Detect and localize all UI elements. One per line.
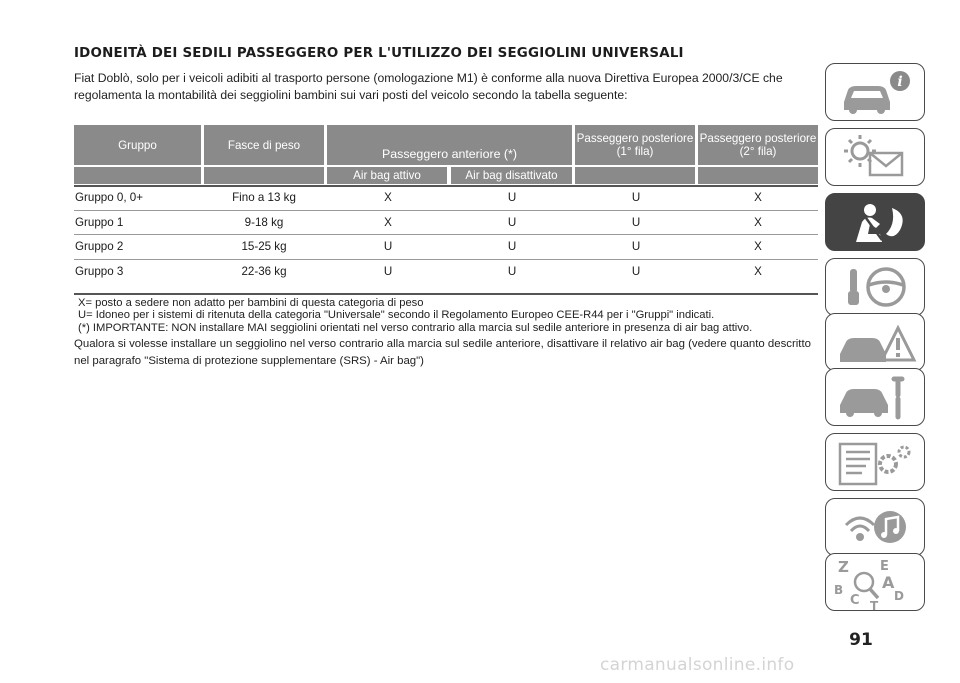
- table-row: [74, 235, 818, 260]
- index-letter-z: Z: [838, 558, 849, 576]
- tab-index[interactable]: [825, 553, 925, 611]
- table-row: [74, 186, 818, 211]
- cell-gruppo: Gruppo 0, 0+: [75, 191, 144, 204]
- cell-post2: X: [754, 191, 762, 204]
- tab-multimedia[interactable]: [825, 498, 925, 556]
- index-letter-a: A: [882, 573, 895, 592]
- table-row: [74, 260, 818, 284]
- table-notes: [74, 297, 819, 334]
- header-blank-2: [204, 167, 324, 184]
- cell-post2: X: [754, 264, 762, 278]
- header-blank-3: [575, 167, 695, 184]
- index-letter-t: T: [870, 599, 879, 612]
- cell-post1: U: [631, 240, 641, 253]
- cell-airbag-on: X: [384, 215, 392, 229]
- cell-post1: U: [631, 191, 641, 204]
- header-airbag-attivo: Air bag attivo: [327, 167, 447, 184]
- header-gruppo: Gruppo: [74, 125, 201, 165]
- cell-peso: 22-36 kg: [241, 264, 287, 278]
- page-number: 91: [849, 630, 873, 650]
- svg-text:i: i: [897, 74, 903, 90]
- cell-gruppo: Gruppo 1: [75, 215, 124, 229]
- intro-text: Fiat Doblò, solo per i veicoli adibiti al trasporto persone (omologazione M1) è conforme alla nuova Direttiva Europea 2000/3/CE che regolamenta la montabilità dei seggiolini bambini sui vari posti del veicolo secondo la tabella seguente:: [74, 71, 783, 102]
- cell-post1: U: [631, 264, 641, 278]
- tab-starting-driving[interactable]: [825, 258, 925, 316]
- index-letter-c: C: [850, 593, 860, 608]
- safety-airbag-icon: [826, 194, 925, 251]
- header-airbag-disattivato: Air bag disattivato: [451, 167, 572, 184]
- table-bottom-rule: [74, 293, 818, 295]
- cell-airbag-off: U: [507, 191, 517, 204]
- index-letter-e: E: [880, 559, 889, 574]
- cell-airbag-on: U: [383, 264, 393, 278]
- cell-peso: Fino a 13 kg: [232, 191, 296, 204]
- header-posteriore-1: Passeggero posteriore (1° fila): [575, 125, 695, 165]
- header-blank-1: [74, 167, 201, 184]
- watermark: carmanualsonline.info: [600, 655, 795, 675]
- header-fasce-peso: Fasce di peso: [204, 125, 324, 165]
- technical-data-icon: [826, 434, 925, 491]
- note-x: X= posto a sedere non adatto per bambini di questa categoria di peso: [78, 297, 424, 309]
- index-letter-b: B: [834, 583, 844, 597]
- cell-airbag-on: X: [384, 191, 392, 204]
- cell-peso: 9-18 kg: [244, 215, 284, 229]
- multimedia-icon: [826, 499, 925, 556]
- cell-gruppo: Gruppo 3: [75, 264, 124, 278]
- car-info-icon: [826, 64, 925, 121]
- note-u: U= Idoneo per i sistemi di ritenuta della categoria "Universale" secondo il Regolamento Europeo CEE-R44 per i "Gruppi" indicati.: [78, 309, 715, 322]
- table-row: [74, 211, 818, 236]
- tab-car-info[interactable]: [825, 63, 925, 121]
- cell-gruppo: Gruppo 2: [75, 240, 124, 253]
- table-header: [74, 125, 818, 184]
- page-title: IDONEITÀ DEI SEDILI PASSEGGERO PER L'UTILIZZO DEI SEGGIOLINI UNIVERSALI: [74, 46, 684, 61]
- header-posteriore-2: Passeggero posteriore (2° fila): [698, 125, 818, 165]
- header-blank-4: [698, 167, 818, 184]
- maintenance-icon: [826, 369, 925, 426]
- header-passeggero-anteriore: Passeggero anteriore (*): [327, 125, 572, 165]
- cell-peso: 15-25 kg: [241, 240, 287, 253]
- table-body: [74, 186, 818, 283]
- cell-post2: X: [754, 240, 762, 253]
- cell-airbag-off: U: [507, 264, 517, 278]
- warning-lights-icon: [826, 129, 925, 186]
- starting-driving-icon: [826, 259, 925, 316]
- tab-maintenance[interactable]: [825, 368, 925, 426]
- tab-emergency[interactable]: [825, 313, 925, 371]
- cell-airbag-off: U: [507, 240, 517, 253]
- body-paragraph: Qualora si volesse installare un seggiolino nel verso contrario alla marcia sul sedile anteriore, disattivare il relativo air bag (vedere quanto descritto nel paragrafo "Sistema di protezione supplementare (SRS) - Air bag"): [74, 338, 811, 367]
- cell-post2: X: [754, 215, 762, 229]
- tab-safety[interactable]: [825, 193, 925, 251]
- note-importante: (*) IMPORTANTE: NON installare MAI seggiolini orientati nel verso contrario alla marcia sul sedile anteriore in presenza di air bag attivo.: [78, 321, 753, 334]
- tab-warning-lights[interactable]: [825, 128, 925, 186]
- cell-airbag-off: U: [507, 215, 517, 229]
- index-icon: [826, 554, 925, 611]
- cell-post1: U: [631, 215, 641, 229]
- emergency-icon: [826, 314, 925, 371]
- cell-airbag-on: U: [383, 240, 393, 253]
- index-letter-d: D: [894, 589, 904, 603]
- tab-technical-data[interactable]: [825, 433, 925, 491]
